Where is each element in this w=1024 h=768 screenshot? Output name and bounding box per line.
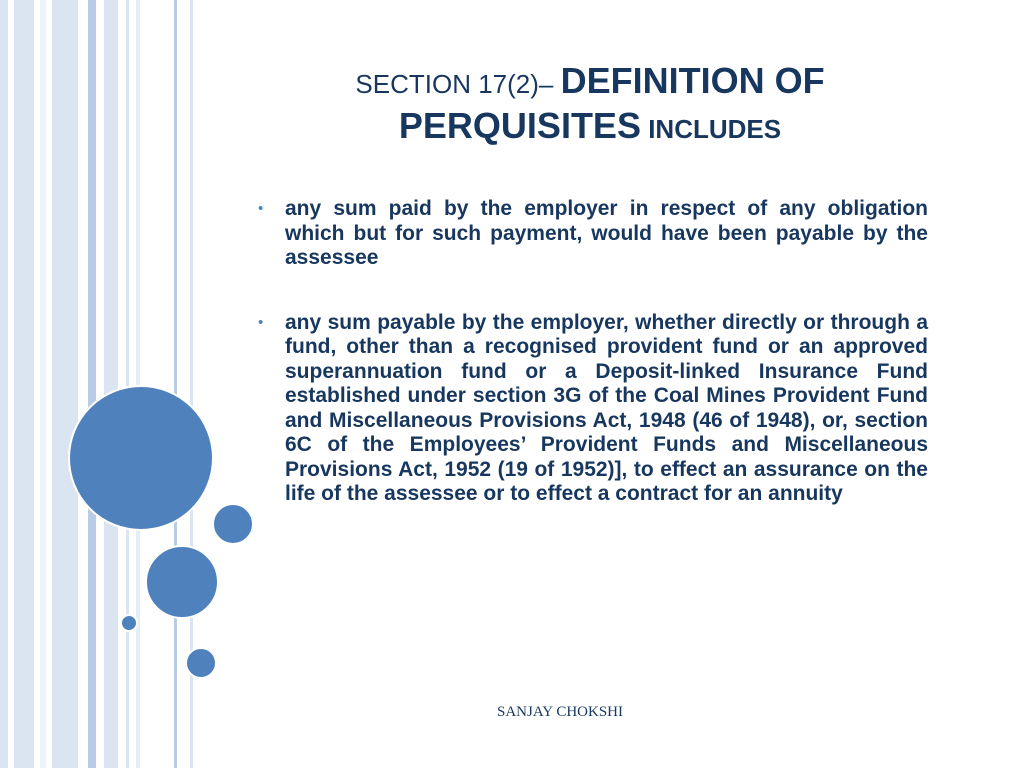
stripe <box>88 0 96 768</box>
stripe <box>14 0 34 768</box>
title-definition: DEFINITION OF PERQUISITES <box>398 60 825 146</box>
stripe <box>0 0 8 768</box>
decorative-circle-large <box>68 385 214 531</box>
stripe <box>52 0 78 768</box>
footer-author: SANJAY CHOKSHI <box>497 704 623 720</box>
stripe <box>136 0 140 768</box>
decorative-stripes <box>0 0 200 768</box>
decorative-circle-tiny <box>120 614 138 632</box>
stripe <box>126 0 129 768</box>
decorative-circle-small-2 <box>185 647 217 679</box>
title-section: SECTION 17(2)– <box>355 69 561 99</box>
title-includes: INCLUDES <box>640 114 782 144</box>
bullet-item <box>258 197 928 271</box>
bullet-marker: • <box>258 200 264 217</box>
decorative-circle-small <box>212 503 254 545</box>
stripe <box>174 0 177 768</box>
decorative-circle-medium <box>145 545 219 619</box>
bullet-list <box>258 197 928 547</box>
slide-title <box>250 58 930 148</box>
stripe <box>104 0 118 768</box>
bullet-text: any sum payable by the employer, whether directly or through a fund, other than a recognised provident fund or an approved superannuation fund or a Deposit-linked Insurance Fund established under section 3G of the Coal Mines Provident Fund and Miscellaneous Provisions Act, 1948 (46 of 1948), or, section 6C of the Employees’ Provident Funds and Miscellaneous Provisions Act, 1952 (19 of 1952)], to effect an assurance on the life of the assessee or to effect a contract for an annuity <box>285 310 928 505</box>
bullet-marker: • <box>258 313 264 331</box>
bullet-text: any sum paid by the employer in respect of any obligation which but for such payment, would have been payable by the assessee <box>285 197 928 269</box>
stripe <box>40 0 46 768</box>
bullet-item <box>258 311 928 507</box>
